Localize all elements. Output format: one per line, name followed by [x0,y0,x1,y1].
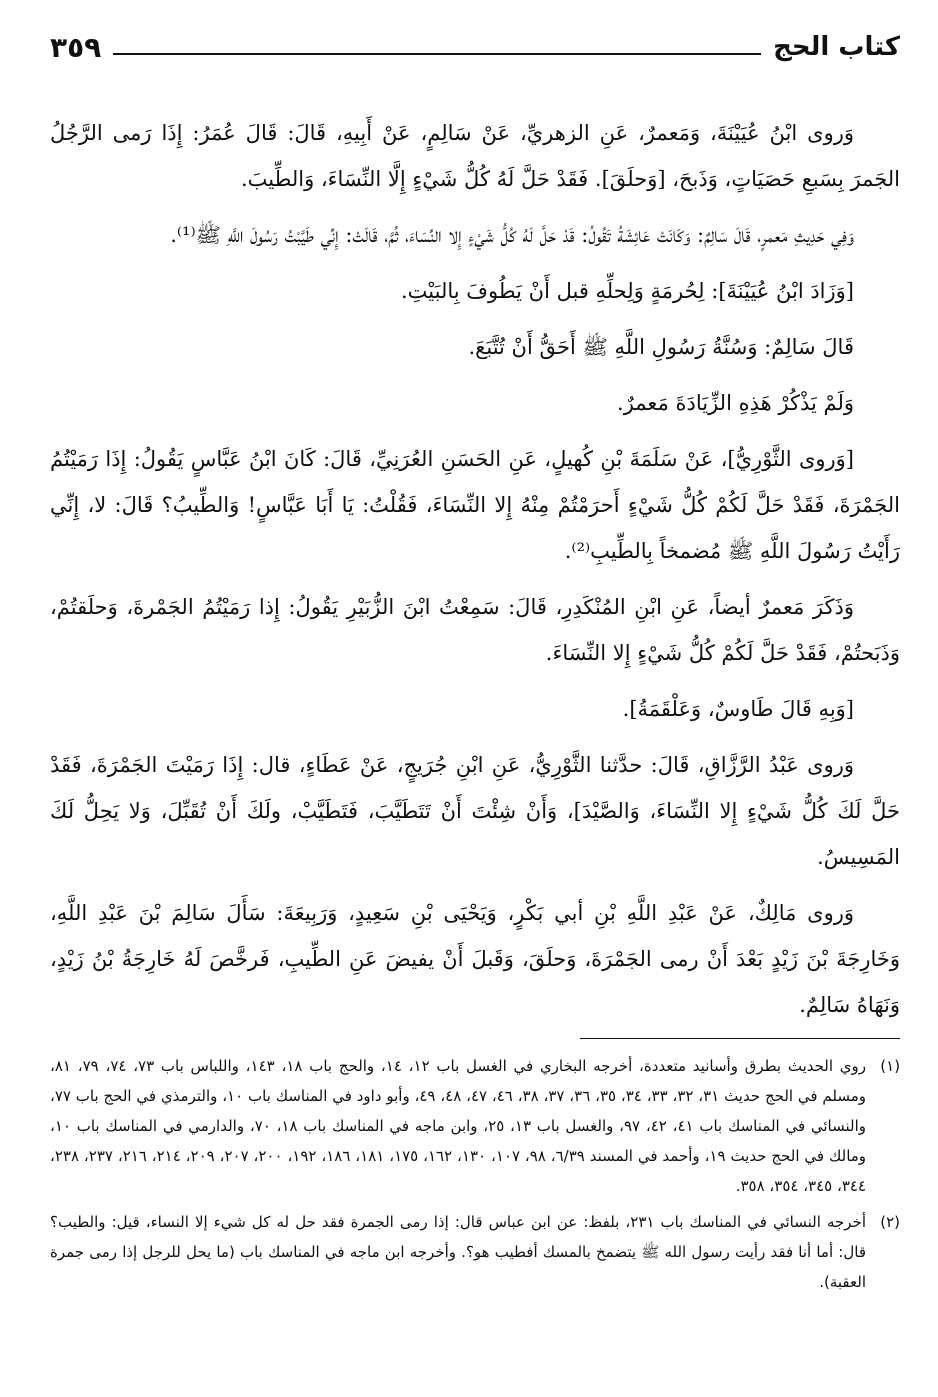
main-text [50,110,900,1028]
paragraph: [وَزَادَ ابْنُ عُيَيْنَةَ]: لِحُرمَةٍ وَلِحلِّهِ قبل أَنْ يَطُوفَ بِالبَيْتِ. [401,279,854,303]
paragraph: قَالَ سَالِمٌ: وَسُنَّةُ رَسُولِ اللَّهِ ﷺ أَحَقُّ أَنْ تُتَّبَعَ. [468,335,854,359]
paragraph: وَفِي حَدِيثِ مَعمرٍ، قَالَ سَالِمٌ: وَكَانَتْ عَائِشَةُ تَقُولُ: قَدْ حَلَّ لَهُ كُلُّ شَيْءٍ إِلا النِّسَاءَ، ثُمَّ، قَالَتْ: إِنِّي طَيَّبْتُ رَسُولَ اللَّهِ ﷺ⁽¹⁾. [170,223,854,247]
footnotes [50,1051,900,1297]
footnote-number: (٢) [880,1213,900,1231]
paragraph: وَروى ابْنُ عُيَيْنَةَ، وَمَعمرٌ، عَنِ الزهريِّ، عَنْ سَالِمٍ، عَنْ أَبِيهِ، قَالَ: قَالَ عُمَرُ: إِذَا رَمى الرَّجُلُ الجَمرَ بِسَبعِ حَصَيَاتٍ، وَذَبحَ، [وَحلَقَ]. فَقَدْ حَلَّ لَهُ كُلُّ شَيْءٍ إِلَّا النِّسَاءَ، وَالطِّيبَ. [50,121,900,191]
chapter-title: كتاب الحج [773,32,900,62]
footnote-text: روي الحديث بطرق وأسانيد متعددة، أخرجه البخاري في الغسل باب ١٢، ١٤، والحج باب ١٨، ١٤٣، واللباس باب ٧٣، ٧٤، ٧٩، ٨١، ومسلم في الحج حديث ٣١، ٣٢، ٣٣، ٣٤، ٣٥، ٣٦، ٣٧، ٣٨، ٤٦، ٤٧، ٤٨، ٤٩، وأبو داود في المناسك باب ١٠، والترمذي في الحج باب ٧٧، والنسائي في المناسك باب ٤١، ٤٢، ٩٧، والغسل باب ١٣، ٢٥، وابن ماجه في المناسك باب ١٨، ٧٠، والدارمي في المناسك باب ١٠، ومالك في الحج حديث ١٩، وأحمد في المسند ٦/٣٩، ٩٨، ١٠٧، ١٣٠، ١٦٢، ١٧٥، ١٨١، ١٨٦، ١٩٢، ٢٠٠، ٢٠٧، ٢٠٩، ٢١٤، ٢١٦، ٢٣٧، ٢٣٨، ٣٤٤، ٣٤٥، ٣٥٤، ٣٥٨. [50,1057,867,1195]
paragraph: وَذَكَرَ مَعمرٌ أيضاً، عَنِ ابْنِ المُنْكَدِرِ، قَالَ: سَمِعْتُ ابْنَ الزُّبَيْرِ يَقُولُ: إِذا رَمَيْتُمُ الجَمْرةَ، وَحلَقتُمْ، وَذَبَحتُمْ، فَقَدْ حَلَّ لَكُمْ كُلُّ شَيْءٍ إِلا النِّسَاءَ. [50,595,900,665]
footnote-text: أخرجه النسائي في المناسك باب ٢٣١، بلفظ: عن ابن عباس قال: إذا رمى الجمرة فقد حل له كل شيء إلا النساء، قيل: والطيب؟ قال: أما أنا فقد رأيت رسول الله ﷺ يتضمخ بالمسك أفطيب هو؟. وأخرجه ابن ماجه في المناسك باب (ما يحل للرجل إذا رمى جمرة العقبة). [50,1213,866,1291]
paragraph: وَروى مَالِكٌ، عَنْ عَبْدِ اللَّهِ بْنِ أبي بَكْرٍ، وَيَحْيَى بْنِ سَعِيدٍ، وَرَبِيعَةَ: سَأَلَ سَالِمَ بْنَ عَبْدِ اللَّهِ، وَخَارِجَةَ بْنَ زَيْدٍ بَعْدَ أَنْ رمى الجَمْرَةَ، وَحلَقَ، وَقَبلَ أَنْ يفيضَ عَنِ الطِّيبِ، فَرخَّصَ لَهُ خَارِجَةُ بْنُ زَيْدٍ، وَنَهَاهُ سَالِمٌ. [50,901,900,1017]
footnote [50,1207,900,1297]
paragraph: [وَبِهِ قَالَ طَاوسٌ، وَعَلْقَمَةُ]. [622,697,854,721]
running-header [50,22,900,72]
footnote [50,1051,900,1201]
paragraph: وَروى عَبْدُ الرَّزَّاقِ، قَالَ: حدَّثنا الثَّوْرِيُّ، عَنِ ابْنِ جُرَيجٍ، عَنْ عَطَاءٍ، قال: إِذَا رَمَيْتَ الجَمْرَةَ، فَقَدْ حَلَّ لَكَ كُلُّ شَيْءٍ إِلا النِّسَاءَ، وَالصَّيْدَ]، وَأَنْ شِئْتَ أَنْ تَتَطَيَّبَ، فَتَطَيَّبْ، ولَكَ أَنْ تُقَبِّلَ، وَلا يَحِلُّ لَكَ المَسِيسُ. [50,753,900,869]
header-rule [113,53,761,55]
page-number: ٣٥٩ [50,30,102,64]
book-page [50,22,900,1382]
footnote-separator [580,1038,900,1039]
footnote-number: (١) [880,1057,901,1075]
paragraph: [وَروى الثَّوْرِيُّ]، عَنْ سَلَمَةَ بْنِ كُهيلٍ، عَنِ الحَسَنِ العُرَنِيِّ، قَالَ: كَانَ ابْنُ عَبَّاسٍ يَقُولُ: إِذَا رَمَيْتُمُ الجَمْرَةَ، فَقَدْ حَلَّ لَكُمْ كُلُّ شَيْءٍ أَحرَمْتُمْ مِنْهُ إِلا النِّسَاءَ، فَقُلْتُ: يَا أَبَا عَبَّاسٍ! وَالطِّيبُ؟ قَالَ: لا، إِنِّي رَأَيْتُ رَسُولَ اللَّهِ ﷺ مُضمخاً بِالطِّيبِ⁽²⁾. [50,447,900,563]
paragraph: وَلَمْ يَذْكُرْ هَذِهِ الزِّيَادَةَ مَعمرٌ. [617,391,854,415]
